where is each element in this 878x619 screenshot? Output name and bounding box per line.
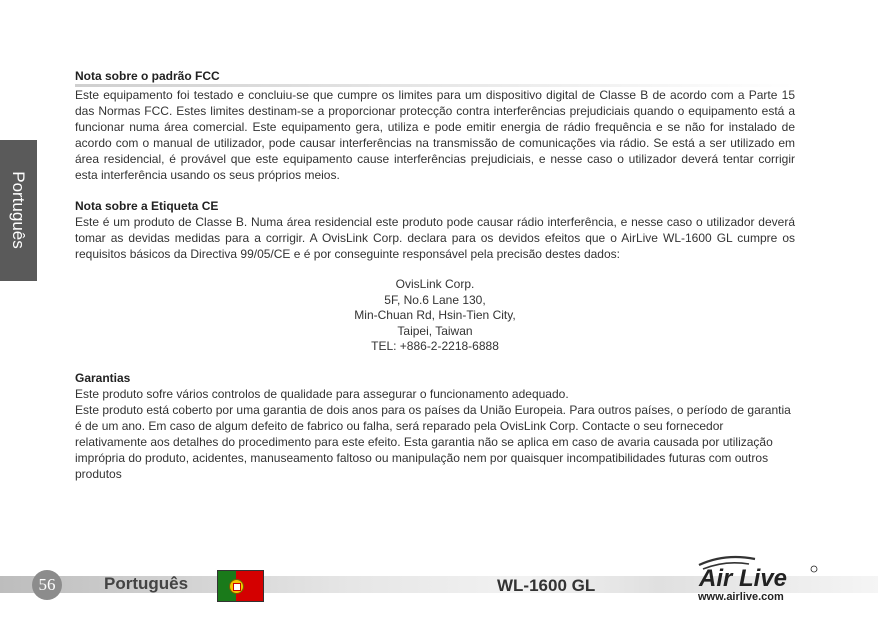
address-line: Taipei, Taiwan	[397, 323, 473, 338]
warranty-section	[75, 370, 795, 482]
address-line: 5F, No.6 Lane 130,	[384, 292, 486, 307]
fcc-heading: Nota sobre o padrão FCC	[75, 69, 220, 83]
page-content	[75, 68, 795, 497]
logo-url: www.airlive.com	[698, 591, 784, 603]
side-language-tab-label: Português	[9, 171, 28, 249]
ce-heading: Nota sobre a Etiqueta CE	[75, 199, 219, 213]
page-number-badge	[32, 570, 62, 600]
warranty-paragraph-1: Este produto sofre vários controlos de qualidade para assegurar o funcionamento adequado.	[75, 386, 569, 401]
ce-paragraph: Este é um produto de Classe B. Numa área residencial este produto pode causar rádio interferência, e nesse caso o utilizador deverá tomar as devidas medidas para a corrigir. A OvisLink Corp. declara para os devidos efeitos que o AirLive WL-1600 GL cumpre os requisitos básicos da Directiva 99/05/CE e é por conseguinte responsável pela precisão destes dados:	[75, 215, 795, 261]
portugal-flag-icon	[217, 570, 264, 602]
footer-language: Português	[104, 574, 189, 593]
footer-model-name: WL-1600 GL	[497, 576, 596, 595]
company-address	[75, 277, 795, 355]
page-number: 56	[38, 575, 56, 594]
warranty-heading: Garantias	[75, 370, 131, 385]
fcc-section	[75, 68, 795, 183]
logo-text: Air Live	[699, 565, 788, 592]
warranty-paragraph-2: Este produto está coberto por uma garantia de dois anos para os países da União Europeia. Para outros países, o período de garantia é de um ano. Em caso de algum defeito de fabrico ou falha, será reparado pela OvisLink Corp. Contacte o seu fornecedor relativamente aos detalhes do procedimento para este efeito. Esta garantia não se aplica em caso de avaria causada por utilização imprópria do produto, acidentes, manuseamento faltoso ou manipulação nem por quaisquer incompatibilidades futuras com outros produtos	[75, 402, 791, 481]
fcc-paragraph: Este equipamento foi testado e concluiu-se que cumpre os limites para um dispositivo digital de Classe B de acordo com a Parte 15 das Normas FCC. Estes limites destinam-se a proporcionar protecção contra interferências prejudiciais quando o equipamento está a funcionar numa área comercial. Este equipamento gera, utiliza e pode emitir energia de rádio frequência e se não for instalado de acordo com o manual de utilizador, pode causar interferências na transmissão de comunicações via rádio. Se está a ser utilizado em área residencial, é provável que este equipamento cause interferências prejudiciais, e nesse caso o utilizador deverá tentar corrigir esta interferência usando os seus próprios meios.	[75, 88, 795, 182]
address-line: OvisLink Corp.	[395, 277, 475, 291]
address-line: TEL: +886-2-2218-6888	[371, 339, 499, 353]
address-line: Min-Chuan Rd, Hsin-Tien City,	[354, 308, 516, 322]
ce-section	[75, 198, 795, 262]
